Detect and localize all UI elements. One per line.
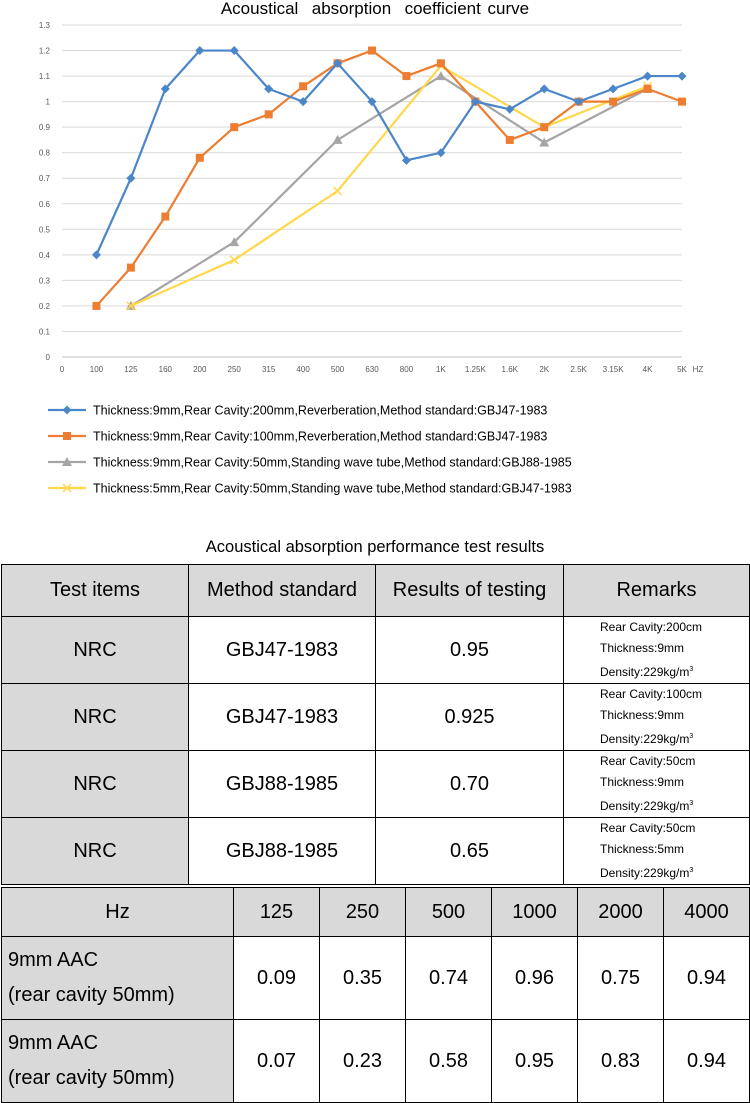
coefficient-cell: 0.83	[578, 1020, 664, 1103]
legend-label: Thickness:5mm,Rear Cavity:50mm,Standing wave tube,Method standard:GBJ47-1983	[93, 481, 572, 496]
legend-label: Thickness:9mm,Rear Cavity:100mm,Reverberation,Method standard:GBJ47-1983	[93, 429, 548, 444]
method-standard-cell: GBJ88-1985	[189, 818, 376, 885]
header-freq: 250	[320, 888, 406, 937]
data-point-x	[230, 256, 238, 264]
x-tick-label: 0	[59, 365, 65, 374]
x-tick-label: 200	[193, 365, 207, 374]
legend-entry	[48, 430, 547, 444]
data-point-diamond	[609, 84, 618, 93]
data-point-square	[506, 136, 514, 144]
data-point-square	[368, 47, 376, 55]
header-freq: 125	[234, 888, 320, 937]
remarks-cell	[564, 751, 750, 818]
remark-thickness: Thickness:5mm	[600, 842, 685, 856]
y-tick-label: 1	[45, 97, 50, 107]
y-tick-label: 0.2	[38, 301, 50, 311]
header-freq: 500	[406, 888, 492, 937]
method-standard-cell: GBJ47-1983	[189, 684, 376, 751]
header-freq: 1000	[492, 888, 578, 937]
absorption-chart	[0, 0, 750, 520]
data-point-x	[334, 187, 342, 195]
test-item-cell: NRC	[2, 617, 189, 684]
table-row	[2, 818, 750, 885]
remark-rear-cavity: Rear Cavity:200cm	[600, 620, 703, 634]
x-tick-label: 5K	[677, 365, 687, 374]
frequency-table	[1, 887, 750, 1103]
y-tick-label: 1.1	[38, 72, 50, 82]
test-item-cell: NRC	[2, 751, 189, 818]
data-point-square	[230, 123, 238, 131]
x-tick-label: 315	[261, 365, 276, 374]
material-label-cell	[2, 1020, 234, 1103]
chart-title: Acoustical absorption coefficient curve	[220, 0, 530, 18]
x-tick-label: 3.15K	[602, 365, 624, 374]
data-point-square	[127, 264, 135, 272]
remarks-cell	[564, 617, 750, 684]
data-point-square	[402, 72, 410, 80]
remark-rear-cavity: Rear Cavity:100cm	[600, 687, 703, 701]
data-point-square	[678, 98, 686, 106]
coefficient-cell: 0.09	[234, 937, 320, 1020]
data-point-square	[609, 98, 617, 106]
y-tick-label: 0	[45, 353, 50, 362]
coefficient-cell: 0.75	[578, 937, 664, 1020]
x-tick-label: 1.6K	[501, 365, 519, 374]
header-freq: 4000	[664, 888, 750, 937]
data-point-square	[196, 154, 204, 162]
data-point-diamond	[643, 72, 652, 81]
remark-rear-cavity: Rear Cavity:50cm	[600, 754, 696, 768]
coefficient-cell: 0.58	[406, 1020, 492, 1103]
data-point-diamond	[63, 406, 72, 415]
data-point-diamond	[126, 174, 135, 183]
x-tick-label: 1.25K	[464, 365, 486, 374]
test-results-title: Acoustical absorption performance test results	[205, 538, 545, 556]
y-tick-label: 0.6	[38, 199, 50, 209]
table-row	[2, 684, 750, 751]
legend-entry	[48, 482, 572, 496]
table-row	[2, 751, 750, 818]
coefficient-cell: 0.07	[234, 1020, 320, 1103]
coefficient-cell: 0.35	[320, 937, 406, 1020]
x-axis-label: HZ	[692, 365, 704, 374]
y-tick-label: 1.3	[38, 21, 50, 30]
method-standard-cell: GBJ47-1983	[189, 617, 376, 684]
y-tick-label: 0.9	[38, 123, 50, 133]
header-method-standard: Method standard	[189, 565, 376, 617]
remark-thickness: Thickness:9mm	[600, 708, 685, 722]
data-point-square	[92, 302, 100, 310]
x-tick-label: 4K	[642, 365, 653, 374]
header-freq: 2000	[578, 888, 664, 937]
data-point-diamond	[678, 72, 687, 81]
x-tick-label: 800	[399, 365, 414, 374]
x-tick-label: 2.5K	[570, 365, 587, 374]
coefficient-cell: 0.95	[492, 1020, 578, 1103]
x-tick-label: 160	[158, 365, 173, 374]
data-point-square	[299, 82, 307, 90]
data-point-square	[540, 123, 548, 131]
remark-thickness: Thickness:9mm	[600, 641, 685, 655]
remark-density: $Density:229kg/m^3$	[600, 732, 694, 746]
method-standard-cell: GBJ88-1985	[189, 751, 376, 818]
x-tick-label: 2K	[539, 365, 550, 374]
x-tick-label: 100	[89, 365, 104, 374]
remark-density: $Density:229kg/m^3$	[600, 665, 694, 679]
legend-entry	[48, 404, 547, 418]
x-tick-label: 400	[296, 365, 310, 374]
x-tick-label: 250	[227, 365, 241, 374]
header-test-items: Test items	[2, 565, 189, 617]
data-point-triangle	[539, 137, 549, 146]
result-cell: 0.95	[376, 617, 564, 684]
x-tick-label: 500	[330, 365, 345, 374]
result-cell: 0.925	[376, 684, 564, 751]
x-tick-label: 1K	[435, 365, 446, 374]
legend-label: Thickness:9mm,Rear Cavity:200mm,Reverberation,Method standard:GBJ47-1983	[93, 403, 548, 418]
header-results-of-testing: Results of testing	[376, 565, 564, 617]
coefficient-cell: 0.74	[406, 937, 492, 1020]
legend-entry	[48, 456, 572, 470]
material-cavity: (rear cavity 50mm)	[8, 984, 175, 1006]
x-tick-label: 125	[124, 365, 138, 374]
y-tick-label: 0.7	[38, 174, 50, 184]
remark-density: $Density:229kg/m^3$	[600, 799, 694, 813]
coefficient-cell: 0.23	[320, 1020, 406, 1103]
y-tick-label: 0.5	[38, 225, 50, 235]
coefficient-cell: 0.94	[664, 937, 750, 1020]
header-hz: Hz	[2, 888, 234, 937]
y-tick-label: 0.3	[38, 276, 50, 286]
remarks-cell	[564, 818, 750, 885]
remarks-cell	[564, 684, 750, 751]
remark-rear-cavity: Rear Cavity:50cm	[600, 821, 696, 835]
remark-density: $Density:229kg/m^3$	[600, 866, 694, 880]
data-point-diamond	[540, 84, 549, 93]
remark-thickness: Thickness:9mm	[600, 775, 685, 789]
table-row	[2, 1020, 750, 1103]
x-tick-label: 630	[365, 365, 379, 374]
material-name: 9mm AAC	[8, 949, 99, 971]
data-point-square	[437, 59, 445, 67]
data-point-square	[265, 110, 273, 118]
result-cell: 0.65	[376, 818, 564, 885]
data-point-diamond	[402, 156, 411, 165]
table-row	[2, 937, 750, 1020]
data-point-square	[161, 213, 169, 221]
material-label-cell	[2, 937, 234, 1020]
y-tick-label: 0.1	[38, 327, 50, 337]
y-tick-label: 0.8	[38, 148, 50, 158]
result-cell: 0.70	[376, 751, 564, 818]
header-remarks: Remarks	[564, 565, 750, 617]
y-tick-label: 1.2	[38, 46, 50, 56]
data-point-square	[63, 432, 71, 440]
data-point-triangle	[333, 135, 343, 144]
table-row	[2, 617, 750, 684]
test-item-cell: NRC	[2, 818, 189, 885]
data-point-square	[644, 85, 652, 93]
frequency-header-row	[2, 888, 750, 937]
material-cavity: (rear cavity 50mm)	[8, 1067, 175, 1089]
test-results-table	[1, 564, 750, 885]
material-name: 9mm AAC	[8, 1032, 99, 1054]
test-results-header-row	[2, 565, 750, 617]
y-tick-label: 0.4	[38, 250, 50, 260]
data-point-diamond	[92, 250, 101, 259]
legend-label: Thickness:9mm,Rear Cavity:50mm,Standing wave tube,Method standard:GBJ88-1985	[93, 455, 572, 470]
coefficient-cell: 0.96	[492, 937, 578, 1020]
test-item-cell: NRC	[2, 684, 189, 751]
coefficient-cell: 0.94	[664, 1020, 750, 1103]
